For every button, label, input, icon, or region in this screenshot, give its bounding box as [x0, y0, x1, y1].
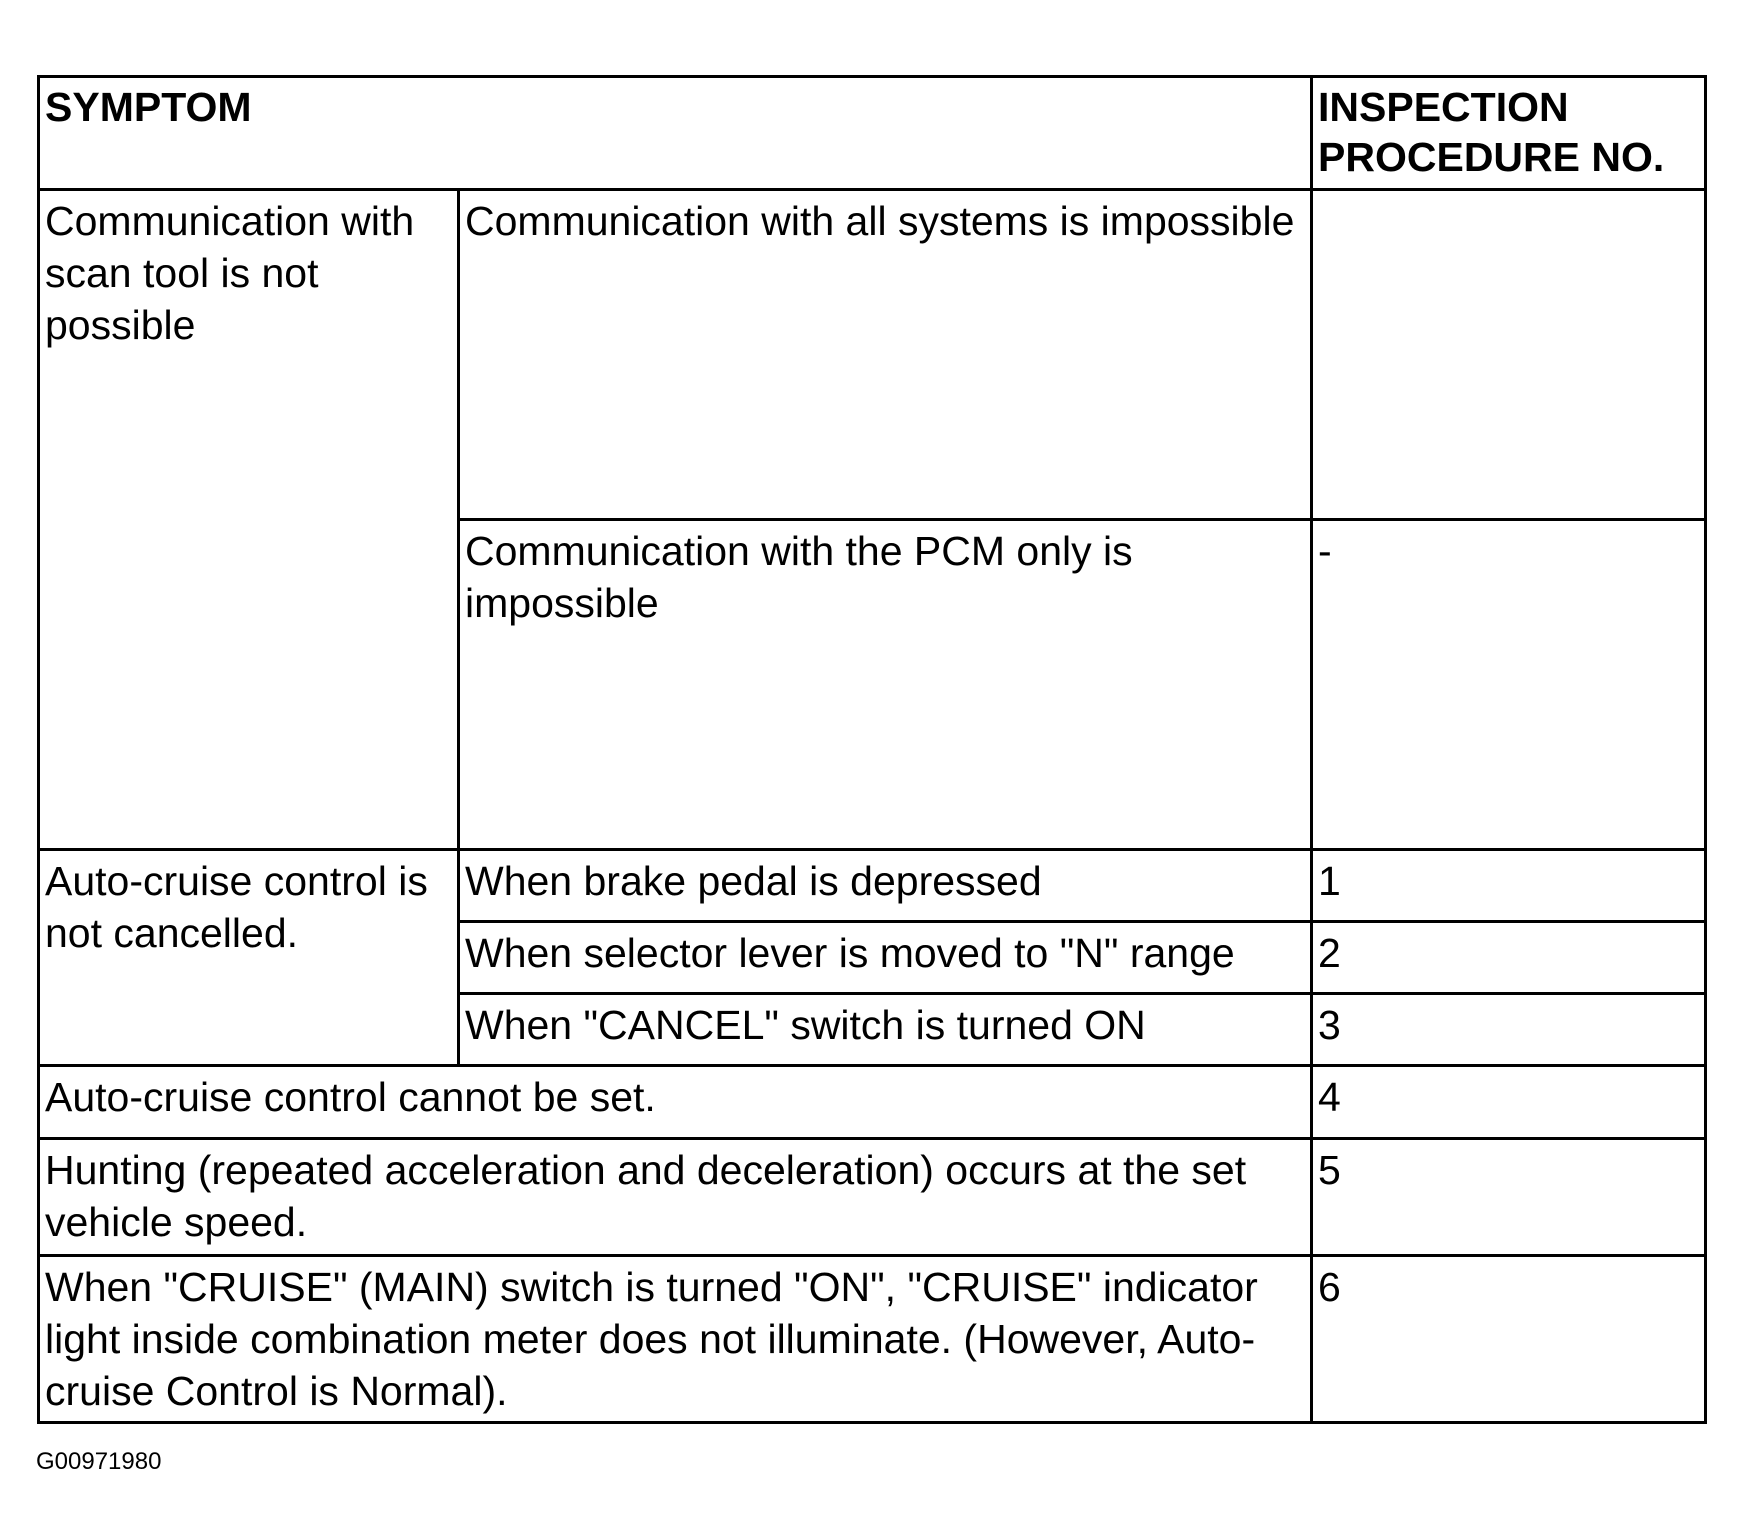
procedure-number-cell: 6 [1312, 1256, 1706, 1423]
symptom-table [37, 75, 1707, 1424]
table-row [39, 1139, 1706, 1256]
procedure-number-cell: 3 [1312, 994, 1706, 1066]
header-procedure-line1: INSPECTION [1318, 84, 1569, 130]
symptom-detail-cell: When "CANCEL" switch is turned ON [459, 994, 1312, 1066]
procedure-number-cell: - [1312, 520, 1706, 850]
procedure-number-cell: 2 [1312, 922, 1706, 994]
symptom-cell: When "CRUISE" (MAIN) switch is turned "ON", "CRUISE" indicator light inside combination meter does not illuminate. (However, Auto-cruise Control is Normal). [39, 1256, 1312, 1423]
procedure-number-cell: 4 [1312, 1066, 1706, 1139]
symptom-group-cell: Communication with scan tool is not possible [39, 190, 459, 850]
header-inspection-procedure [1312, 77, 1706, 190]
symptom-detail-cell: Communication with all systems is impossible [459, 190, 1312, 520]
table-row [39, 190, 1706, 520]
header-symptom: SYMPTOM [39, 77, 1312, 190]
table-row [39, 1066, 1706, 1139]
table-row [39, 1256, 1706, 1423]
procedure-number-cell: 5 [1312, 1139, 1706, 1256]
table-header-row [39, 77, 1706, 190]
figure-code: G00971980 [36, 1448, 162, 1475]
procedure-number-cell [1312, 190, 1706, 520]
table-row [39, 850, 1706, 922]
symptom-detail-cell: Communication with the PCM only is impossible [459, 520, 1312, 850]
symptom-cell: Hunting (repeated acceleration and deceleration) occurs at the set vehicle speed. [39, 1139, 1312, 1256]
header-procedure-line2: PROCEDURE NO. [1318, 134, 1665, 180]
symptom-detail-cell: When brake pedal is depressed [459, 850, 1312, 922]
symptom-cell: Auto-cruise control cannot be set. [39, 1066, 1312, 1139]
symptom-detail-cell: When selector lever is moved to "N" range [459, 922, 1312, 994]
procedure-number-cell: 1 [1312, 850, 1706, 922]
symptom-group-cell: Auto-cruise control is not cancelled. [39, 850, 459, 1066]
